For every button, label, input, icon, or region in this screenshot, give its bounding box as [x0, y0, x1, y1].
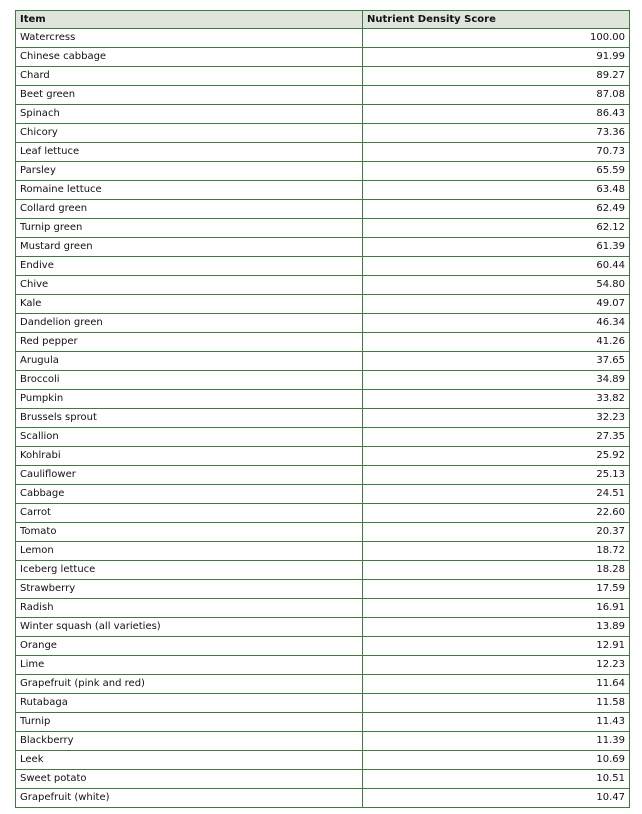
score-cell: 24.51	[363, 485, 630, 504]
table-row	[16, 523, 630, 542]
table-row	[16, 390, 630, 409]
table-row	[16, 238, 630, 257]
item-cell: Broccoli	[16, 371, 363, 390]
score-cell: 16.91	[363, 599, 630, 618]
table-row	[16, 637, 630, 656]
table-row	[16, 219, 630, 238]
score-cell: 73.36	[363, 124, 630, 143]
score-cell: 11.43	[363, 713, 630, 732]
item-cell: Scallion	[16, 428, 363, 447]
score-cell: 89.27	[363, 67, 630, 86]
item-cell: Watercress	[16, 29, 363, 48]
score-cell: 11.58	[363, 694, 630, 713]
score-cell: 70.73	[363, 143, 630, 162]
item-cell: Carrot	[16, 504, 363, 523]
score-cell: 17.59	[363, 580, 630, 599]
item-cell: Endive	[16, 257, 363, 276]
score-cell: 20.37	[363, 523, 630, 542]
item-cell: Pumpkin	[16, 390, 363, 409]
table-body	[16, 29, 630, 808]
item-cell: Red pepper	[16, 333, 363, 352]
item-cell: Chard	[16, 67, 363, 86]
score-cell: 10.47	[363, 789, 630, 808]
table-row	[16, 447, 630, 466]
nutrient-density-table	[15, 10, 630, 808]
item-cell: Grapefruit (white)	[16, 789, 363, 808]
item-cell: Cauliflower	[16, 466, 363, 485]
table-row	[16, 86, 630, 105]
table-row	[16, 200, 630, 219]
table-row	[16, 295, 630, 314]
score-cell: 86.43	[363, 105, 630, 124]
score-cell: 25.13	[363, 466, 630, 485]
item-cell: Parsley	[16, 162, 363, 181]
table-row	[16, 371, 630, 390]
score-cell: 33.82	[363, 390, 630, 409]
score-cell: 100.00	[363, 29, 630, 48]
item-cell: Brussels sprout	[16, 409, 363, 428]
score-cell: 62.49	[363, 200, 630, 219]
item-cell: Orange	[16, 637, 363, 656]
item-cell: Arugula	[16, 352, 363, 371]
item-cell: Chive	[16, 276, 363, 295]
table-row	[16, 770, 630, 789]
score-cell: 18.28	[363, 561, 630, 580]
item-cell: Grapefruit (pink and red)	[16, 675, 363, 694]
table-row	[16, 48, 630, 67]
score-cell: 62.12	[363, 219, 630, 238]
table-row	[16, 542, 630, 561]
item-cell: Mustard green	[16, 238, 363, 257]
score-cell: 54.80	[363, 276, 630, 295]
item-cell: Kohlrabi	[16, 447, 363, 466]
score-cell: 65.59	[363, 162, 630, 181]
table-row	[16, 67, 630, 86]
item-cell: Romaine lettuce	[16, 181, 363, 200]
score-cell: 87.08	[363, 86, 630, 105]
table-row	[16, 466, 630, 485]
score-cell: 46.34	[363, 314, 630, 333]
item-cell: Chicory	[16, 124, 363, 143]
item-cell: Iceberg lettuce	[16, 561, 363, 580]
table-row	[16, 124, 630, 143]
score-cell: 41.26	[363, 333, 630, 352]
item-cell: Winter squash (all varieties)	[16, 618, 363, 637]
table-row	[16, 485, 630, 504]
item-cell: Strawberry	[16, 580, 363, 599]
table-row	[16, 561, 630, 580]
score-cell: 63.48	[363, 181, 630, 200]
item-cell: Radish	[16, 599, 363, 618]
table-row	[16, 314, 630, 333]
column-header-item: Item	[16, 11, 363, 29]
item-cell: Rutabaga	[16, 694, 363, 713]
table-row	[16, 599, 630, 618]
score-cell: 12.91	[363, 637, 630, 656]
score-cell: 27.35	[363, 428, 630, 447]
item-cell: Collard green	[16, 200, 363, 219]
score-cell: 22.60	[363, 504, 630, 523]
table-row	[16, 181, 630, 200]
item-cell: Chinese cabbage	[16, 48, 363, 67]
table-row	[16, 580, 630, 599]
score-cell: 13.89	[363, 618, 630, 637]
table-row	[16, 656, 630, 675]
table-row	[16, 732, 630, 751]
item-cell: Blackberry	[16, 732, 363, 751]
table-row	[16, 694, 630, 713]
table-row	[16, 143, 630, 162]
score-cell: 61.39	[363, 238, 630, 257]
item-cell: Leek	[16, 751, 363, 770]
score-cell: 12.23	[363, 656, 630, 675]
item-cell: Cabbage	[16, 485, 363, 504]
score-cell: 49.07	[363, 295, 630, 314]
score-cell: 11.39	[363, 732, 630, 751]
item-cell: Sweet potato	[16, 770, 363, 789]
table-row	[16, 333, 630, 352]
score-cell: 10.69	[363, 751, 630, 770]
item-cell: Leaf lettuce	[16, 143, 363, 162]
score-cell: 11.64	[363, 675, 630, 694]
item-cell: Dandelion green	[16, 314, 363, 333]
table-header-row	[16, 11, 630, 29]
score-cell: 10.51	[363, 770, 630, 789]
score-cell: 91.99	[363, 48, 630, 67]
table-row	[16, 789, 630, 808]
table-row	[16, 257, 630, 276]
table-row	[16, 352, 630, 371]
table-row	[16, 504, 630, 523]
item-cell: Lime	[16, 656, 363, 675]
score-cell: 18.72	[363, 542, 630, 561]
score-cell: 25.92	[363, 447, 630, 466]
table-row	[16, 618, 630, 637]
item-cell: Turnip green	[16, 219, 363, 238]
table-row	[16, 276, 630, 295]
table-row	[16, 29, 630, 48]
table-row	[16, 162, 630, 181]
item-cell: Kale	[16, 295, 363, 314]
table-row	[16, 675, 630, 694]
score-cell: 34.89	[363, 371, 630, 390]
table-row	[16, 751, 630, 770]
table-row	[16, 428, 630, 447]
item-cell: Beet green	[16, 86, 363, 105]
score-cell: 37.65	[363, 352, 630, 371]
table-row	[16, 105, 630, 124]
table-row	[16, 713, 630, 732]
score-cell: 32.23	[363, 409, 630, 428]
score-cell: 60.44	[363, 257, 630, 276]
column-header-score: Nutrient Density Score	[363, 11, 630, 29]
item-cell: Tomato	[16, 523, 363, 542]
item-cell: Turnip	[16, 713, 363, 732]
item-cell: Spinach	[16, 105, 363, 124]
table-row	[16, 409, 630, 428]
item-cell: Lemon	[16, 542, 363, 561]
